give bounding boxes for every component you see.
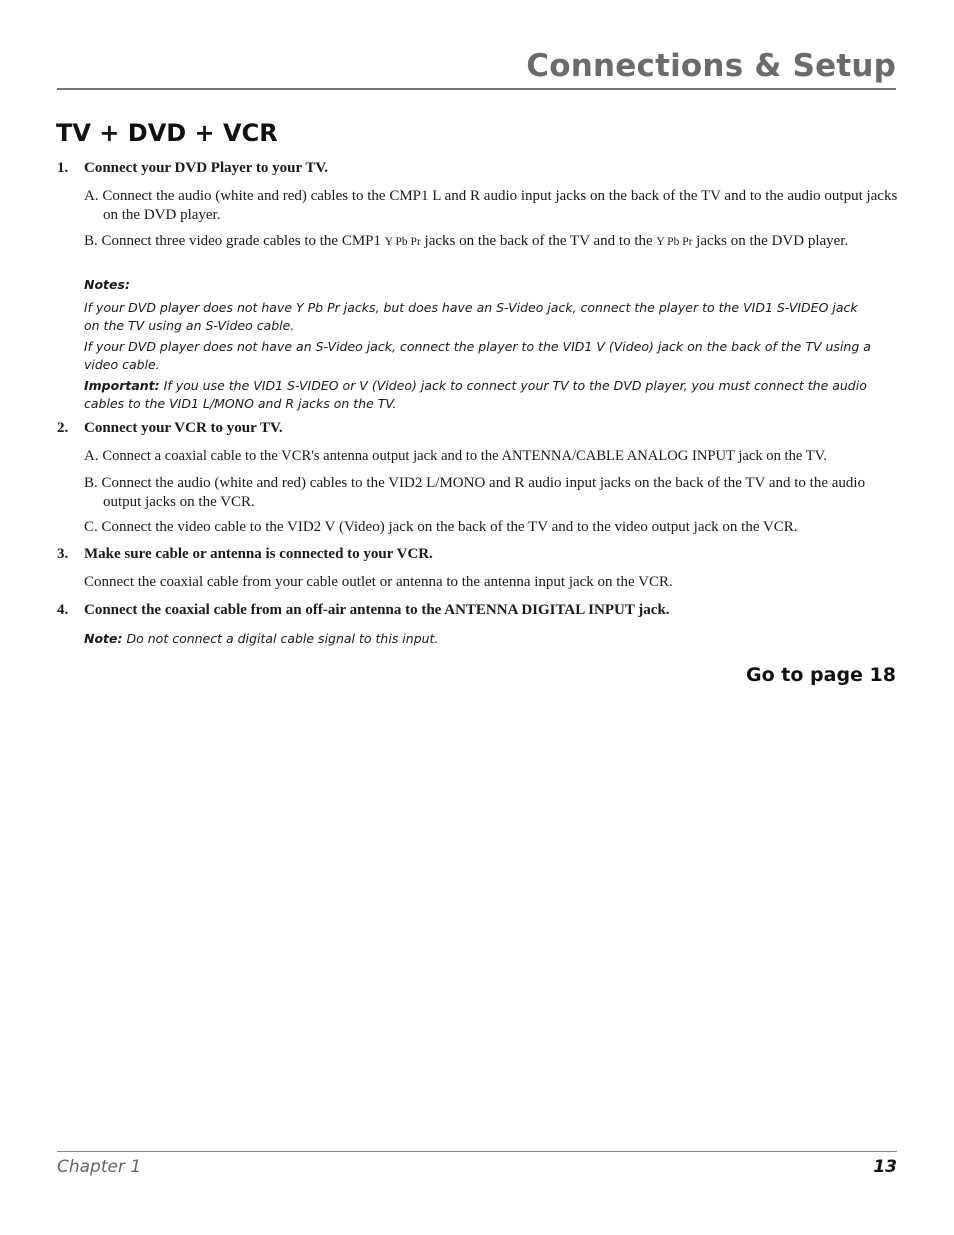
go-to-page-link: Go to page 18 <box>746 664 896 686</box>
step-4-title: Connect the coaxial cable from an off-air antenna to the ANTENNA DIGITAL INPUT jack. <box>84 602 670 618</box>
step-4-note-text: Do not connect a digital cable signal to this input. <box>126 631 439 646</box>
step-2c-letter: C. <box>84 519 98 535</box>
step-1b-ypbpr-2: Y Pb Pr <box>656 236 693 248</box>
step-2a-letter: A. <box>84 448 99 464</box>
important-label: Important: <box>84 378 160 393</box>
step-2b <box>84 474 903 512</box>
step-1b-ypbpr-1: Y Pb Pr <box>384 236 421 248</box>
header-divider <box>57 88 896 90</box>
step-3-number: 3. <box>57 546 69 562</box>
note-2: If your DVD player does not have an S-Video jack, connect the player to the VID1 V (Video) jack on the back of the TV using a video cable. <box>84 339 871 372</box>
step-1b <box>84 232 903 252</box>
step-4-note <box>84 630 874 648</box>
step-1-title: Connect your DVD Player to your TV. <box>84 160 329 176</box>
important-text: If you use the VID1 S-VIDEO or V (Video) jack to connect your TV to the DVD player, you must connect the audio cables to the VID1 L/MONO and R jacks on the TV. <box>84 378 867 411</box>
footer-divider <box>57 1151 897 1152</box>
step-2b-letter: B. <box>84 475 98 491</box>
step-2a <box>84 447 933 466</box>
step-1-number: 1. <box>57 160 69 176</box>
notes-label: Notes: <box>84 277 130 292</box>
section-title: TV + DVD + VCR <box>56 119 278 147</box>
page-header-title: Connections & Setup <box>526 48 896 84</box>
step-1a <box>84 187 903 225</box>
step-1a-letter: A. <box>84 188 99 204</box>
note-1: If your DVD player does not have Y Pb Pr jacks, but does have an S-Video jack, connect the player to the VID1 S-VIDEO jack on the TV using an S-Video cable. <box>84 300 858 333</box>
step-2b-text: Connect the audio (white and red) cables to the VID2 L/MONO and R audio input jacks on the back of the TV and to the audio output jacks on the VCR. <box>101 475 866 510</box>
step-3-title: Make sure cable or antenna is connected to your VCR. <box>84 546 433 562</box>
step-1-heading <box>57 159 328 178</box>
step-4-heading <box>57 601 670 620</box>
step-1b-letter: B. <box>84 233 98 249</box>
step-1a-text: Connect the audio (white and red) cables to the CMP1 L and R audio input jacks on the back of the TV and to the audio output jacks on the DVD player. <box>102 188 898 223</box>
step-1b-text-3: jacks on the DVD player. <box>696 233 849 249</box>
step-2-heading <box>57 419 283 438</box>
step-3-body: Connect the coaxial cable from your cable outlet or antenna to the antenna input jack on the VCR. <box>84 574 673 590</box>
important-note <box>84 377 874 412</box>
step-2-number: 2. <box>57 420 69 436</box>
step-1b-text-1: Connect three video grade cables to the CMP1 <box>101 233 382 249</box>
footer-page-number: 13 <box>873 1157 897 1177</box>
step-2c <box>84 518 933 537</box>
step-2c-text: Connect the video cable to the VID2 V (Video) jack on the back of the TV and to the video output jack on the VCR. <box>101 519 798 535</box>
step-3-heading <box>57 545 433 564</box>
step-4-note-label: Note: <box>84 631 123 646</box>
step-4-number: 4. <box>57 602 69 618</box>
step-2-title: Connect your VCR to your TV. <box>84 420 283 436</box>
step-2a-text: Connect a coaxial cable to the VCR's antenna output jack and to the ANTENNA/CABLE ANALOG INPUT jack on the TV. <box>102 448 827 464</box>
footer-chapter: Chapter 1 <box>57 1157 142 1177</box>
step-1b-text-2: jacks on the back of the TV and to the <box>424 233 653 249</box>
